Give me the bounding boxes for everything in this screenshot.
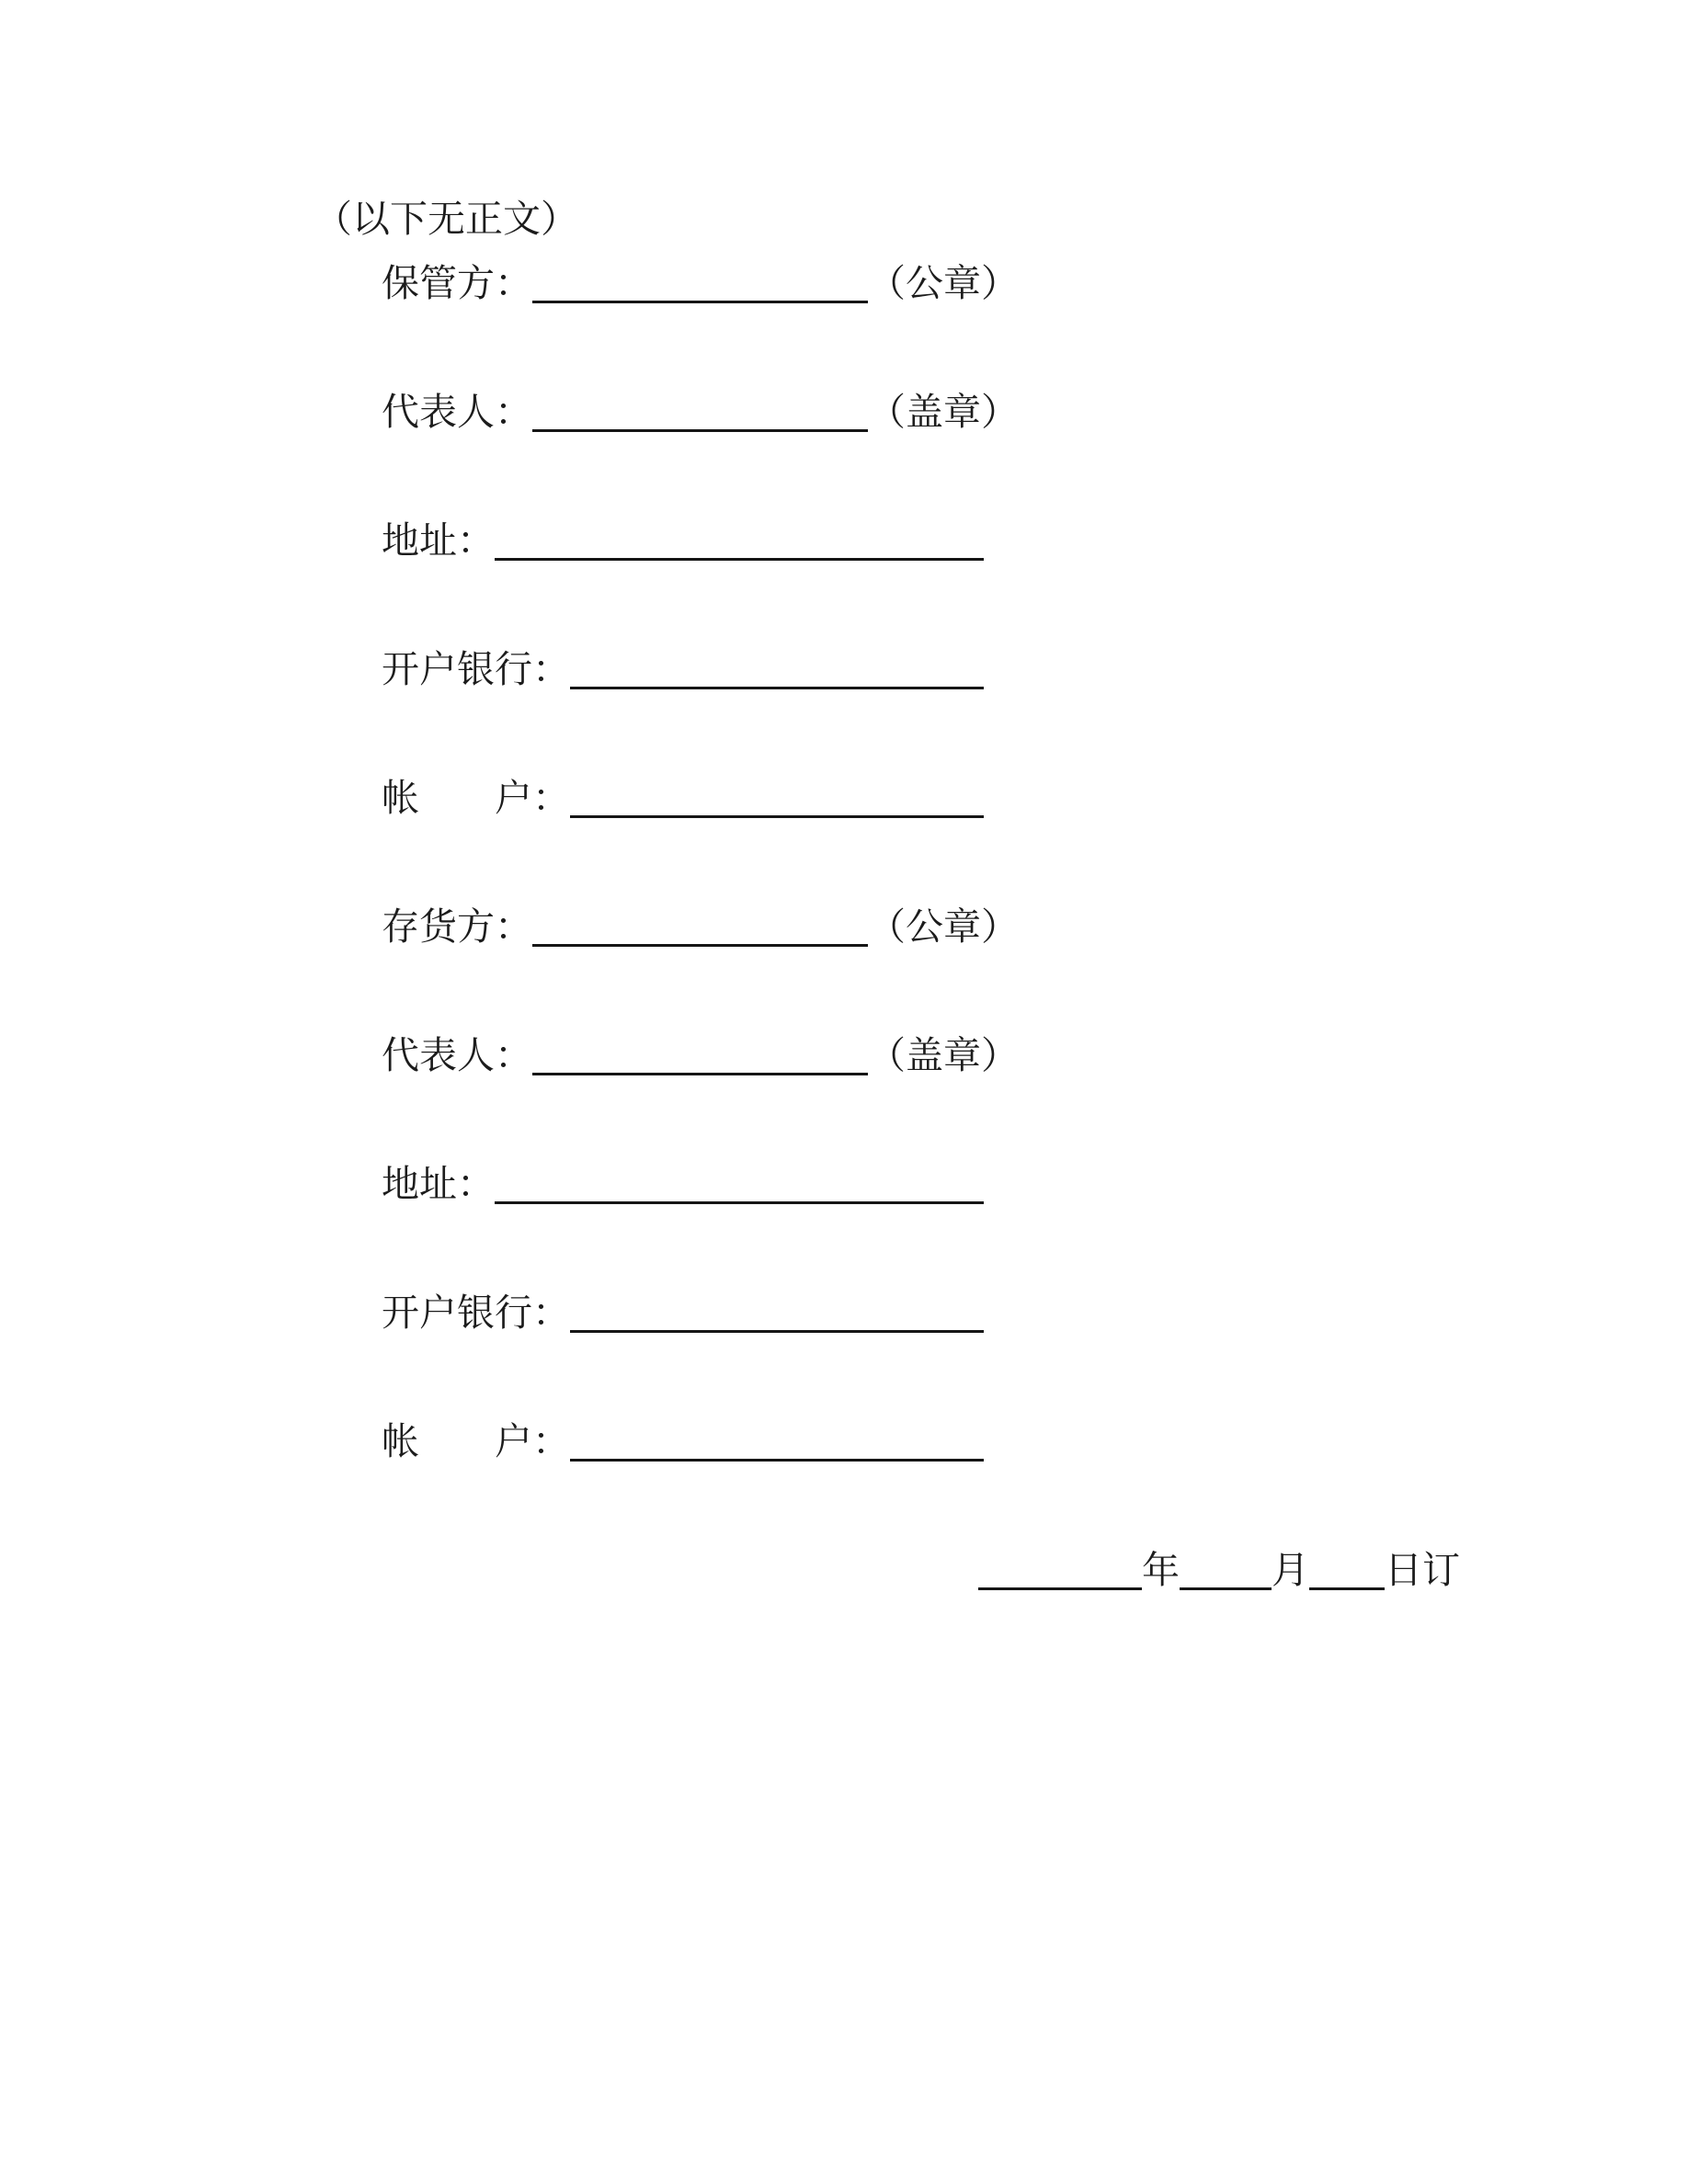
bank-blank (570, 1290, 984, 1333)
address-label: 地址： (382, 1163, 495, 1205)
depositor-row (382, 894, 1460, 959)
official-seal-note: （公章） (868, 262, 1019, 304)
custodian-bank-row (382, 637, 1460, 701)
account-blank (570, 1418, 984, 1462)
depositor-representative-row (382, 1023, 1460, 1087)
representative-label: 代表人： (382, 1034, 532, 1076)
personal-seal-note: （盖章） (868, 391, 1019, 433)
address-blank (495, 1161, 984, 1204)
account-label: 帐 户： (382, 777, 570, 819)
personal-seal-note: （盖章） (868, 1034, 1019, 1076)
address-blank (495, 518, 984, 561)
depositor-label: 存货方： (382, 905, 532, 948)
depositor-address-row (382, 1152, 1460, 1216)
bank-label: 开户银行： (382, 1291, 570, 1334)
custodian-representative-row (382, 380, 1460, 444)
bank-blank (570, 646, 984, 689)
month-blank (1180, 1547, 1272, 1590)
date-line (382, 1538, 1460, 1602)
representative-name-blank (532, 389, 868, 432)
custodian-account-row (382, 766, 1460, 830)
custodian-row (382, 251, 1460, 315)
address-label: 地址： (382, 519, 495, 562)
day-signed-label: 日订 (1385, 1549, 1460, 1591)
representative-name-blank (532, 1032, 868, 1075)
custodian-name-blank (532, 260, 868, 303)
year-label: 年 (1142, 1549, 1180, 1591)
depositor-name-blank (532, 904, 868, 947)
account-blank (570, 775, 984, 818)
account-label: 帐 户： (382, 1420, 570, 1462)
official-seal-note: （公章） (868, 905, 1019, 948)
custodian-address-row (382, 508, 1460, 573)
no-main-text-note-label: （以下无正文） (314, 198, 578, 240)
year-blank (978, 1547, 1142, 1590)
day-blank (1309, 1547, 1385, 1590)
signature-block (314, 187, 1460, 1602)
no-main-text-note (314, 187, 1460, 251)
month-label: 月 (1272, 1549, 1309, 1591)
representative-label: 代表人： (382, 391, 532, 433)
custodian-label: 保管方： (382, 262, 532, 304)
depositor-account-row (382, 1409, 1460, 1473)
depositor-bank-row (382, 1280, 1460, 1345)
bank-label: 开户银行： (382, 648, 570, 690)
